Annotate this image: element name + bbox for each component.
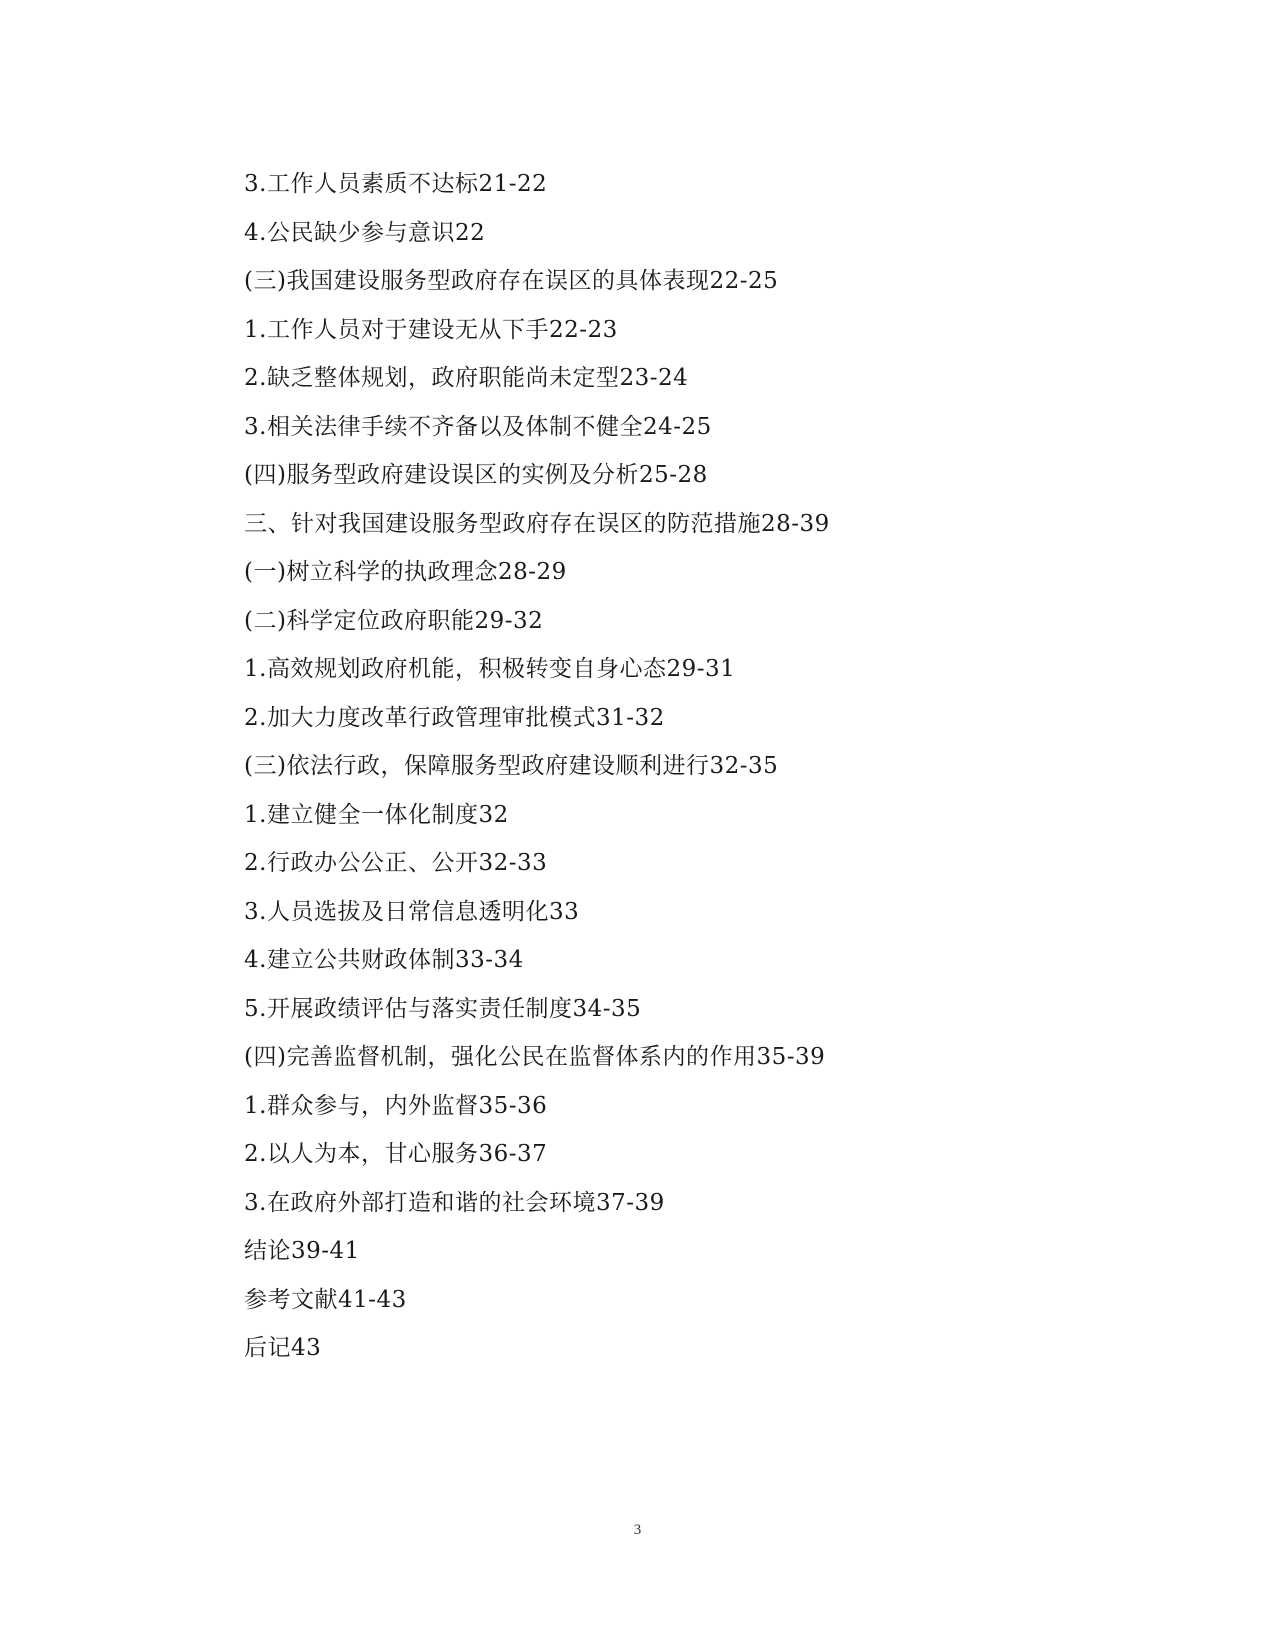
toc-entry: (四)完善监督机制，强化公民在监督体系内的作用35-39 <box>244 1044 826 1070</box>
toc-entry: (三)我国建设服务型政府存在误区的具体表现22-25 <box>244 268 779 294</box>
page-number: 3 <box>633 1522 642 1538</box>
toc-entry: 2.以人为本，甘心服务36-37 <box>244 1141 548 1167</box>
toc-entry: 2.加大力度改革行政管理审批模式31-32 <box>244 704 665 731</box>
toc-entry: (三)依法行政，保障服务型政府建设顺利进行32-35 <box>244 753 779 779</box>
toc-entry: (一)树立科学的执政理念28-29 <box>244 559 567 585</box>
toc-entry: 2.缺乏整体规划，政府职能尚未定型23-24 <box>244 365 689 391</box>
toc-entry: 1.高效规划政府机能，积极转变自身心态29-31 <box>244 656 736 682</box>
toc-entry: 4.建立公共财政体制33-34 <box>244 947 524 973</box>
toc-entry: 5.开展政绩评估与落实责任制度34-35 <box>244 995 642 1022</box>
toc-entry: 1.群众参与，内外监督35-36 <box>244 1092 548 1119</box>
toc-entry: 参考文献41-43 <box>244 1286 407 1313</box>
toc-entry: 3.在政府外部打造和谐的社会环境37-39 <box>244 1189 665 1216</box>
toc-entry: 结论39-41 <box>244 1238 360 1264</box>
toc-entry: 3.工作人员素质不达标21-22 <box>244 171 548 197</box>
toc-entry: 3.人员选拔及日常信息透明化33 <box>244 898 580 925</box>
toc-entry: 1.工作人员对于建设无从下手22-23 <box>244 316 618 343</box>
toc-entry: 3.相关法律手续不齐备以及体制不健全24-25 <box>244 413 712 440</box>
toc-entry: 1.建立健全一体化制度32 <box>244 801 509 828</box>
toc-entry: (二)科学定位政府职能29-32 <box>244 607 544 634</box>
toc-entry: 后记43 <box>244 1335 322 1361</box>
table-of-contents <box>244 160 1204 1373</box>
toc-entry: 4.公民缺少参与意识22 <box>244 219 486 246</box>
toc-entry: 2.行政办公公正、公开32-33 <box>244 850 548 876</box>
toc-entry: (四)服务型政府建设误区的实例及分析25-28 <box>244 462 708 488</box>
toc-entry: 三、针对我国建设服务型政府存在误区的防范措施28-39 <box>244 510 830 537</box>
